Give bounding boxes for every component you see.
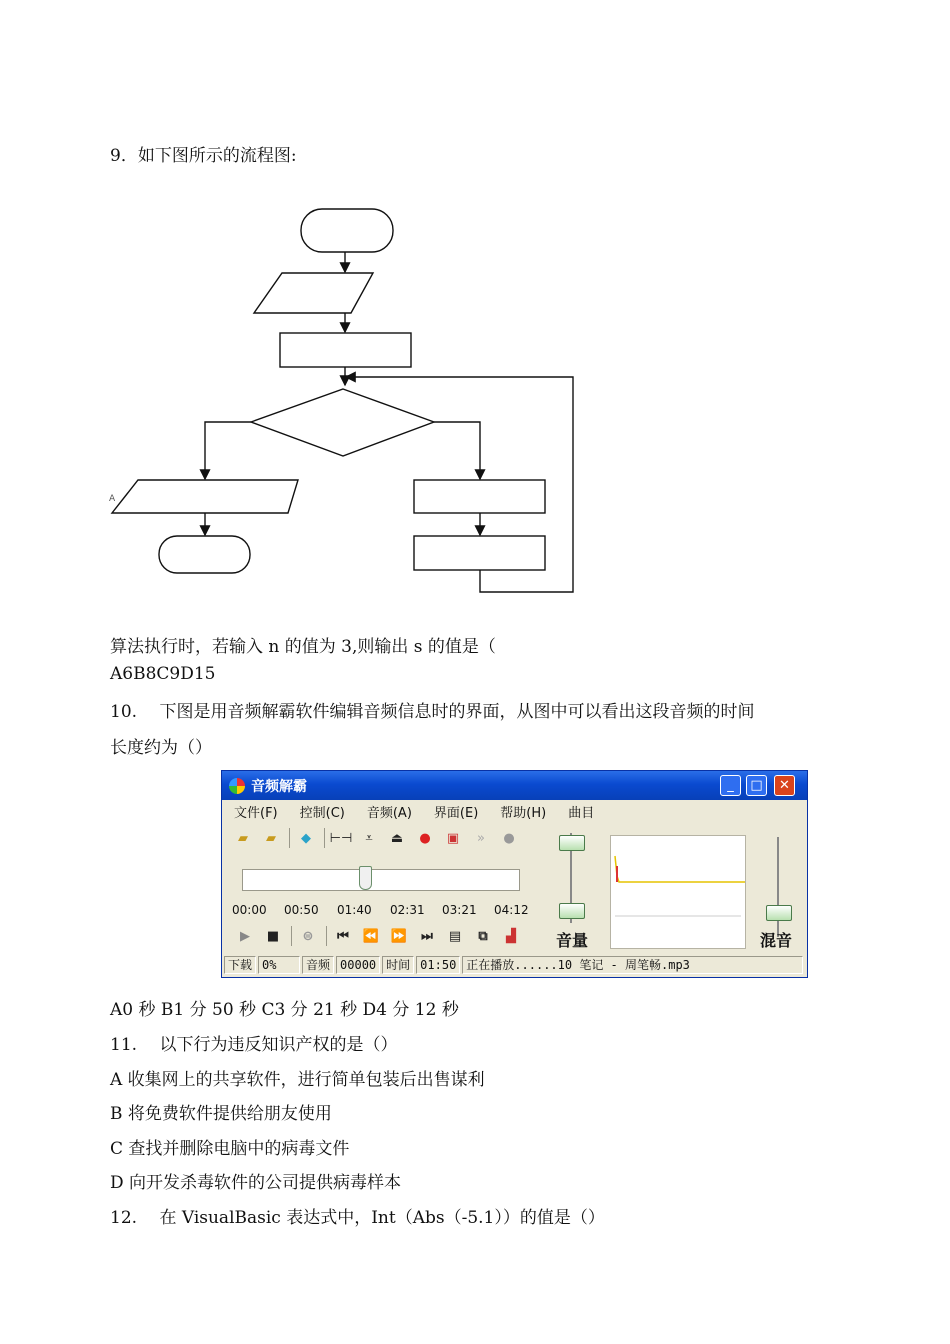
question-9-title: 9．如下图所示的流程图: xyxy=(110,146,297,166)
question-11-title: 11. 以下行为违反知识产权的是（） xyxy=(110,1035,398,1055)
loop-process-box-1 xyxy=(414,480,545,513)
time-tick: 01:40 xyxy=(337,903,372,917)
record-mp3-icon[interactable]: ● xyxy=(419,830,431,846)
lyrics-icon[interactable]: ▤ xyxy=(448,928,462,944)
window-title: 音频解霸 xyxy=(251,778,307,795)
playlist-icon[interactable]: ◆ xyxy=(301,830,311,846)
volume-panel xyxy=(542,823,602,955)
status-now-playing: 正在播放......10 笔记 - 周笔畅.mp3 xyxy=(462,956,803,974)
time-tick: 00:50 xyxy=(284,903,319,917)
trim-icon[interactable]: ⊢⊣ xyxy=(329,830,353,846)
loop-process-box-2 xyxy=(414,536,545,570)
time-tick: 03:21 xyxy=(442,903,477,917)
window-mode-icon[interactable]: ⧉ xyxy=(478,928,488,944)
mix-slider[interactable] xyxy=(766,905,792,921)
menu-control[interactable]: 控制(C) xyxy=(299,805,345,821)
maximize-button[interactable]: □ xyxy=(746,775,767,796)
eject-icon[interactable]: ⏏ xyxy=(390,830,404,846)
menu-file[interactable]: 文件(F) xyxy=(234,805,278,821)
question-11-option-b: B 将免费软件提供给朋友使用 xyxy=(110,1104,332,1124)
open-file-icon[interactable]: ▰ xyxy=(266,830,276,846)
input-parallelogram xyxy=(254,273,373,313)
question-11-option-d: D 向开发杀毒软件的公司提供病毒样本 xyxy=(110,1173,402,1193)
question-12-title: 12. 在 VisualBasic 表达式中，Int（Abs（-5.1））的值是（） xyxy=(110,1208,605,1228)
flowchart-fragment-label: A xyxy=(109,494,116,504)
menu-bar xyxy=(222,800,807,822)
playback-controls xyxy=(224,921,546,951)
status-download-label: 下载 xyxy=(224,956,256,974)
decision-diamond xyxy=(251,389,434,456)
output-parallelogram xyxy=(112,480,298,513)
skip-end-icon[interactable]: ⏭ xyxy=(421,928,433,944)
seek-bar[interactable] xyxy=(242,869,520,891)
equalizer-icon[interactable]: ▟ xyxy=(506,928,516,944)
cut-icon[interactable]: ⩡ xyxy=(365,830,373,846)
question-10-line1: 10. 下图是用音频解霸软件编辑音频信息时的界面，从图中可以看出这段音频的时间 xyxy=(110,702,755,722)
disc-icon[interactable]: ● xyxy=(503,830,515,846)
mix-label: 混音 xyxy=(760,931,793,950)
title-bar xyxy=(222,771,807,800)
status-time-label: 时间 xyxy=(382,956,414,974)
status-bar xyxy=(224,955,805,975)
mix-panel xyxy=(754,823,806,955)
audio-player-window xyxy=(221,770,808,978)
status-download-value: 0% xyxy=(258,956,300,974)
app-logo-icon xyxy=(229,778,245,794)
balance-slider[interactable] xyxy=(559,835,585,851)
flowchart xyxy=(108,196,588,601)
spectrum-display xyxy=(610,835,746,949)
time-tick: 02:31 xyxy=(390,903,425,917)
init-process-box xyxy=(280,333,411,367)
menu-help[interactable]: 帮助(H) xyxy=(500,805,547,821)
play-icon[interactable]: ▶ xyxy=(240,928,250,944)
question-11-option-c: C 查找并删除电脑中的病毒文件 xyxy=(110,1139,350,1159)
question-10-line2: 长度约为（） xyxy=(110,738,212,758)
seek-thumb[interactable] xyxy=(359,866,372,890)
start-terminal xyxy=(301,209,393,252)
question-9-stem: 算法执行时，若输入 n 的值为 3,则输出 s 的值是（ xyxy=(110,637,496,657)
skip-icon[interactable]: » xyxy=(477,830,485,846)
volume-label: 音量 xyxy=(556,931,589,950)
volume-slider[interactable] xyxy=(559,903,585,919)
menu-interface[interactable]: 界面(E) xyxy=(433,805,479,821)
toolbar xyxy=(224,823,536,853)
close-button[interactable]: ✕ xyxy=(774,775,795,796)
time-tick: 00:00 xyxy=(232,903,267,917)
question-9-options: A6B8C9D15 xyxy=(110,664,216,684)
status-audio-label: 音频 xyxy=(302,956,334,974)
skip-start-icon[interactable]: ⏮ xyxy=(337,928,349,944)
stop-icon[interactable]: ■ xyxy=(266,928,280,944)
question-11-option-a: A 收集网上的共享软件，进行简单包装后出售谋利 xyxy=(110,1070,485,1090)
fast-forward-icon[interactable]: ⏩ xyxy=(390,928,408,944)
open-folder-icon[interactable]: ▰ xyxy=(238,830,248,846)
rewind-icon[interactable]: ⏪ xyxy=(362,928,380,944)
question-10-options: A0 秒 B1 分 50 秒 C3 分 21 秒 D4 分 12 秒 xyxy=(110,1000,459,1020)
pause-icon[interactable]: ⊜ xyxy=(302,928,314,944)
end-terminal xyxy=(159,536,250,573)
menu-tracks[interactable]: 曲目 xyxy=(568,805,595,821)
menu-audio[interactable]: 音频(A) xyxy=(366,805,412,821)
convert-icon[interactable]: ▣ xyxy=(446,830,460,846)
status-time-value: 01:50 xyxy=(416,956,460,974)
status-audio-value: 00000 xyxy=(336,956,380,974)
minimize-button[interactable]: _ xyxy=(720,775,741,796)
time-tick: 04:12 xyxy=(494,903,529,917)
